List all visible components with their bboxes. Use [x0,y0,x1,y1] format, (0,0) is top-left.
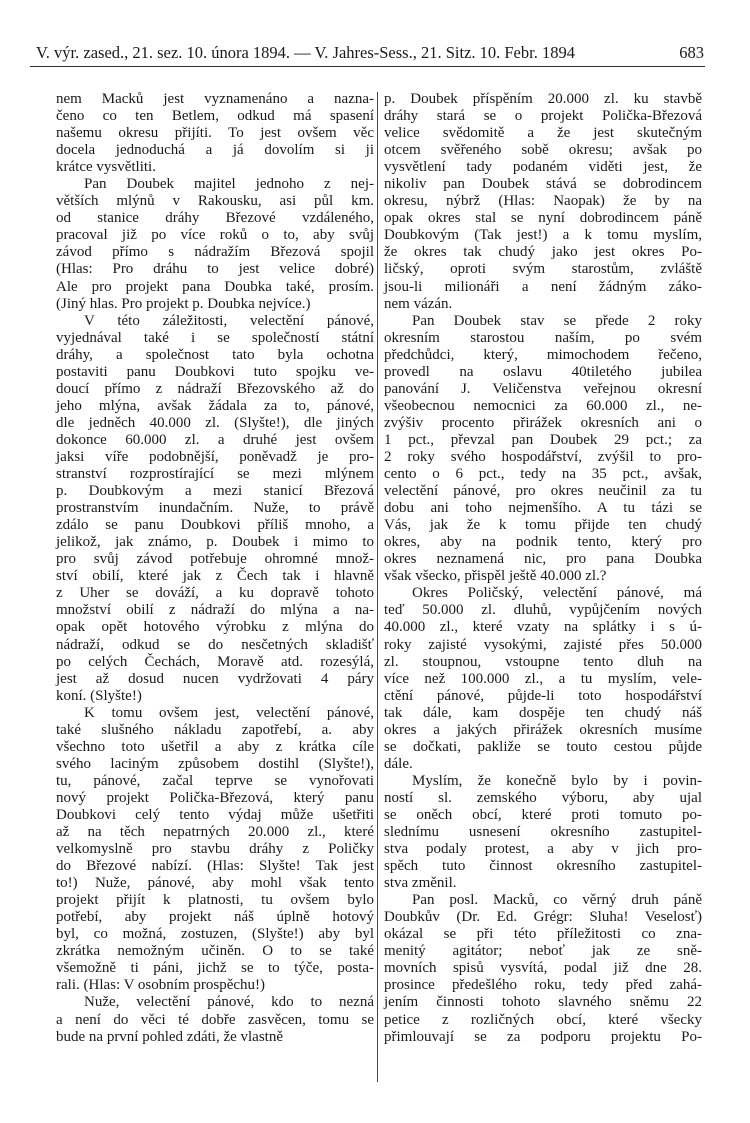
text-line: postaviti panu Doubkovi tuto spojku ve- [56,363,374,380]
text-line: nikoliv pan Doubek stává se dobrodincem [384,176,702,193]
text-line: okres, aby na podnik tento, který pro [384,534,702,551]
text-line: spěch tuto činnost okresního zastupitel- [384,858,702,875]
text-line: do Březové nabízí. (Hlas: Slyšte! Tak jest [56,858,374,875]
text-line: (Hlas: Pro dráhu to jest velice dobré) [56,261,374,278]
text-line: tu, pánové, začal teprve se vynořovati [56,772,374,789]
text-line: jaksi víře podobnější, poněvadž je pro- [56,448,374,465]
text-line: K tomu ovšem jest, velectění pánové, [84,704,374,721]
text-line: zkrátka nemožným učiněn. O to se také [56,943,374,960]
text-line: předchůdci, který, mimochodem řečeno, [384,346,702,363]
text-line: opak okres stal se nyní dobrodincem páně [384,210,702,227]
text-line: teď 50.000 zl. dluhů, vypůjčením nových [384,602,702,619]
text-line: tak dále, kam dospěje ten chudý náš [384,704,702,721]
text-line: jením činnosti tohoto slavného sněmu 22 [384,994,702,1011]
text-line: okresním starostou naším, po svém [384,329,702,346]
text-line: Nuže, velectění pánové, kdo to nezná [84,994,374,1011]
header-title: V. výr. zased., 21. sez. 10. února 1894. — V. Jahres-Sess., 21. Sitz. 10. Febr. 1894 [36,43,575,62]
text-line: 2 roky svého hospodářství, zvýšil to pro- [384,448,702,465]
page-number: 683 [679,43,704,62]
text-line: okres a jakých přirážek okresních musíme [384,721,702,738]
text-line: krátce vysvětliti. [56,159,156,176]
text-line: že okres tak chudý jako jest okres Po- [384,244,702,261]
text-line: rali. (Hlas: V osobním prospěchu!) [56,977,265,994]
text-line: od stanice dráhy Březové vzdáleného, [56,210,374,227]
text-line: čeno co ten Betlem, odkud má spasení [56,108,374,125]
text-line: dráhy stará se o projekt Polička-Březová [384,108,702,125]
text-line: opak opět hotového výrobku z mlýna do [56,619,374,636]
text-line: všeobecnou nemocnici za 60.000 zl., ne- [384,397,702,414]
text-line: jelikož, jak známo, p. Doubek i mimo to [56,534,374,551]
text-line: Myslím, že konečně bylo by i povin- [412,772,702,789]
text-line: všechno toto ušetřil a aby z krátka cíle [56,738,374,755]
text-line: dráhy, a společnost tato byla ochotna [56,346,374,363]
text-line: slednímu usnesení okresního zastupitel- [384,824,702,841]
text-line: pro svůj závod potřebuje ohromné množ- [56,551,374,568]
text-line: a není do věci té dobře zasvěcen, tomu se [56,1011,374,1028]
text-line: koní. (Slyšte!) [56,687,142,704]
text-line: Ale pro projekt pana Doubka také, prosím. [56,278,374,295]
text-line: závod přímo s nádražím Březová spojil [56,244,374,261]
text-line: petice z rozličných obcí, které všecky [384,1011,702,1028]
column-divider [377,92,378,1082]
text-line: po celých Čechách, Moravě atd. rozesýlá, [56,653,374,670]
left-column [56,91,374,1046]
text-line: prosince předešlého roku, tedy před zahá- [384,977,702,994]
text-line: jeho mlýna, avšak žádala za to, pánové, [56,397,374,414]
text-line: V této záležitosti, velectění pánové, [84,312,374,329]
text-line: Vás, jak že k tomu přijde ten chudý [384,517,702,534]
text-line: Doubkův (Dr. Ed. Grégr: Sluha! Veselosť) [384,909,702,926]
text-line: 1 pct., převzal pan Doubek 29 pct.; za [384,431,702,448]
text-line: se oněch obcí, které proti tomuto po- [384,806,702,823]
text-line: zl. stoupnou, vstoupne tento dluh na [384,653,702,670]
text-line: dokonce 60.000 zl. a druhé jest ovšem [56,431,374,448]
text-line: projekt přijít k platnosti, tu ovšem bylo [56,892,374,909]
text-line: panování J. Veličenstva veřejnou okresní [384,380,702,397]
text-line: ličský, oproti svým starostům, zvláště [384,261,702,278]
text-line: nem vázán. [384,295,453,312]
text-line: vyjednával také i se společností státní [56,329,374,346]
text-line: provedl na oslavu 40tiletého jubilea [384,363,702,380]
header-rule [30,66,705,67]
text-line: zdálo se panu Doubkovi příliš mnoho, a [56,517,374,534]
text-line: stranství rozprostírající se mezi mlýnem [56,466,374,483]
text-line: velkomyslně pro stavbu dráhy z Poličky [56,841,374,858]
text-line: pracoval již po více roků o to, aby svůj [56,227,374,244]
text-line: množství obilí z nádraží do mlýna a na- [56,602,374,619]
text-line: stva změnil. [384,875,457,892]
text-line: potřebí, aby projekt náš úplně hotový [56,909,374,926]
text-line: Pan Doubek majitel jednoho z nej- [84,176,374,193]
text-line: vysvětlení tady podaném viděti jest, že [384,159,702,176]
text-line: doucí přímo z nádraží Březovského až do [56,380,374,397]
text-line: dle jedněch 40.000 zl. (Slyšte!), dle jiných [56,414,374,431]
text-line: okresu, nýbrž (Hlas: Naopak) že by na [384,193,702,210]
text-line: to!) Nuže, pánové, aby mohl však tento [56,875,374,892]
text-line: ství obilí, které jak z Čech tak i hlavně [56,568,374,585]
text-line: Okres Poličský, velectění pánové, má [412,585,702,602]
text-line: zvýšiv procento přirážek okresních ani o [384,414,702,431]
text-line: všemožně ti páni, jichž se to týče, posta- [56,960,374,977]
text-line: okres neznamená nic, pro pana Doubka [384,551,702,568]
text-line: až na těch nepatrných 20.000 zl., které [56,824,374,841]
text-line: docela jednoduchá a já dovolím si ji [56,142,374,159]
running-header [36,43,704,63]
text-line: okázal se při této příležitosti co zna- [384,926,702,943]
text-line: přimlouvají se za podporu projektu Po- [384,1028,702,1045]
text-line: také slušného nákladu zapotřebí, a. aby [56,721,374,738]
text-line: však všecko, přispěl ještě 40.000 zl.? [384,568,607,585]
text-line: velice svědomitě a že jest skutečným [384,125,702,142]
text-line: nádraží, odkud se do nesčetných skladišť [56,636,374,653]
text-line: prostranstvím inundačním. Nuže, to právě [56,500,374,517]
text-line: našemu okresu přijíti. To jest ovšem věc [56,125,374,142]
text-line: nem Macků jest vyznamenáno a nazna- [56,91,374,107]
text-line: Doubkovi celý tento výdaj může ušetřiti [56,806,374,823]
text-line: velectění pánové, pro okres neučinil za tu [384,483,702,500]
text-line: p. Doubek příspěním 20.000 zl. ku stavbě [384,91,702,107]
text-line: jest až dosud nucen vydržovati 4 páry [56,670,374,687]
text-line: (Jiný hlas. Pro projekt p. Doubka nejvíce.) [56,295,311,312]
text-line: větších mlýnů v Rakousku, asi půl km. [56,193,374,210]
text-line: jsou-li milionáři a není žádným záko- [384,278,702,295]
text-line: 40.000 zl., které vzaty na splátky i s ú- [384,619,702,636]
text-line: cento o 6 pct., tedy na 35 pct., avšak, [384,466,702,483]
text-line: Pan Doubek stav se přede 2 roky [412,312,702,329]
text-line: stva podaly protest, a aby v jich pro- [384,841,702,858]
text-line: byl, co možná, zostuzen, (Slyšte!) aby byl [56,926,374,943]
text-line: dobu ani toho nejmenšího. A tu tázi se [384,500,702,517]
text-line: Doubkovým (Tak jest!) a k tomu myslím, [384,227,702,244]
text-line: ností sl. zemského výboru, aby ujal [384,789,702,806]
text-line: se dočkati, pakliže se touto cestou půjde [384,738,702,755]
text-line: ctění pánové, půjde-li toto hospodářství [384,687,702,704]
text-line: bude na první pohled zdáti, že vlastně [56,1028,284,1045]
text-line: dále. [384,755,413,772]
text-line: otcem svěřeného sobě okresu; avšak po [384,142,702,159]
text-line: roky zajisté vysokými, zajisté přes 50.000 [384,636,702,653]
text-line: movních spisů vysvítá, podal již dne 28. [384,960,702,977]
text-line: Pan posl. Macků, co věrný druh páně [412,892,702,909]
right-column [384,91,702,1046]
text-line: více než 100.000 zl., a tu myslím, vele- [384,670,702,687]
text-line: svého laciným způsobem dostihl (Slyšte!), [56,755,374,772]
text-line: menitý agitátor; neboť jak ze sně- [384,943,702,960]
text-line: z Uher se dováží, a ku dopravě tohoto [56,585,374,602]
text-line: p. Doubkovým a mezi stanicí Březová [56,483,374,500]
text-line: nový projekt Polička-Březová, který panu [56,789,374,806]
